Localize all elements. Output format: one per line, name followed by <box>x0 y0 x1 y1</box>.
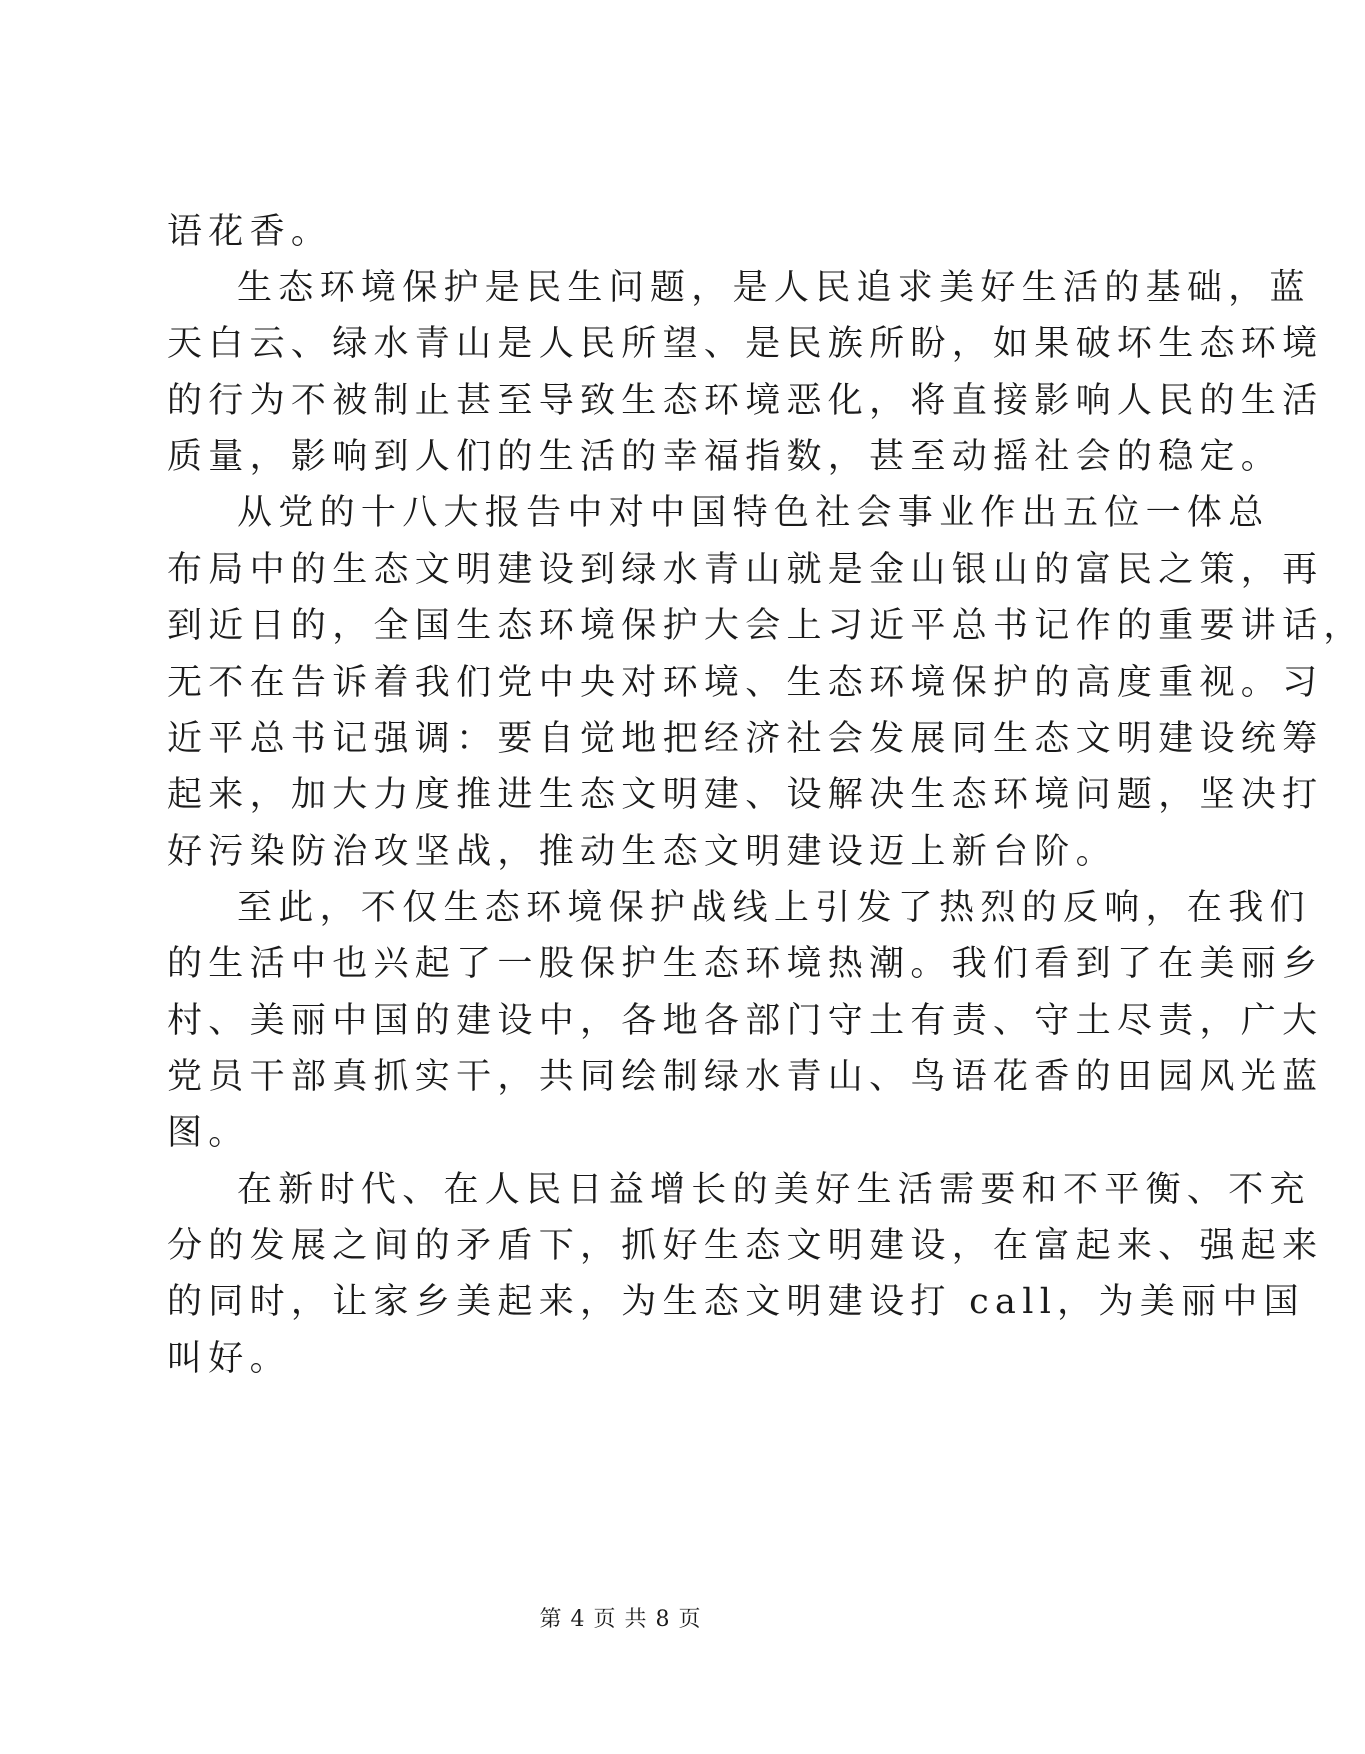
text-line: 村、美丽中国的建设中，各地各部门守土有责、守土尽责，广大 <box>167 1001 1324 1041</box>
text-line: 布局中的生态文明建设到绿水青山就是金山银山的富民之策，再 <box>167 550 1324 590</box>
text-line: 分的发展之间的矛盾下，抓好生态文明建设，在富起来、强起来 <box>167 1226 1324 1266</box>
text-line: 图。 <box>167 1113 250 1153</box>
paragraph-first-line: 从党的十八大报告中对中国特色社会事业作出五位一体总 <box>237 493 1270 533</box>
text-line: 天白云、绿水青山是人民所望、是民族所盼，如果破坏生态环境 <box>167 324 1324 364</box>
text-line: 近平总书记强调：要自觉地把经济社会发展同生态文明建设统筹 <box>167 719 1324 759</box>
paragraph-first-line: 至此，不仅生态环境保护战线上引发了热烈的反响，在我们 <box>237 888 1311 928</box>
text-line: 的生活中也兴起了一股保护生态环境热潮。我们看到了在美丽乡 <box>167 944 1324 984</box>
text-line: 到近日的，全国生态环境保护大会上习近平总书记作的重要讲话， <box>167 606 1365 646</box>
text-line: 的同时，让家乡美起来，为生态文明建设打 call，为美丽中国 <box>167 1282 1305 1322</box>
text-line: 起来，加大力度推进生态文明建、设解决生态环境问题，坚决打 <box>167 775 1324 815</box>
paragraph-first-line: 生态环境保护是民生问题，是人民追求美好生活的基础，蓝 <box>237 268 1311 308</box>
page-number-footer: 第 4 页 共 8 页 <box>539 1607 702 1632</box>
text-line: 党员干部真抓实干，共同绘制绿水青山、鸟语花香的田园风光蓝 <box>167 1057 1324 1097</box>
text-line: 无不在告诉着我们党中央对环境、生态环境保护的高度重视。习 <box>167 663 1324 703</box>
text-line: 质量，影响到人们的生活的幸福指数，甚至动摇社会的稳定。 <box>167 437 1283 477</box>
paragraph-first-line: 在新时代、在人民日益增长的美好生活需要和不平衡、不充 <box>237 1170 1311 1210</box>
text-line: 叫好。 <box>167 1339 291 1379</box>
text-line: 好污染防治攻坚战，推动生态文明建设迈上新台阶。 <box>167 832 1117 872</box>
text-line: 语花香。 <box>167 212 333 252</box>
text-line: 的行为不被制止甚至导致生态环境恶化，将直接影响人民的生活 <box>167 381 1324 421</box>
